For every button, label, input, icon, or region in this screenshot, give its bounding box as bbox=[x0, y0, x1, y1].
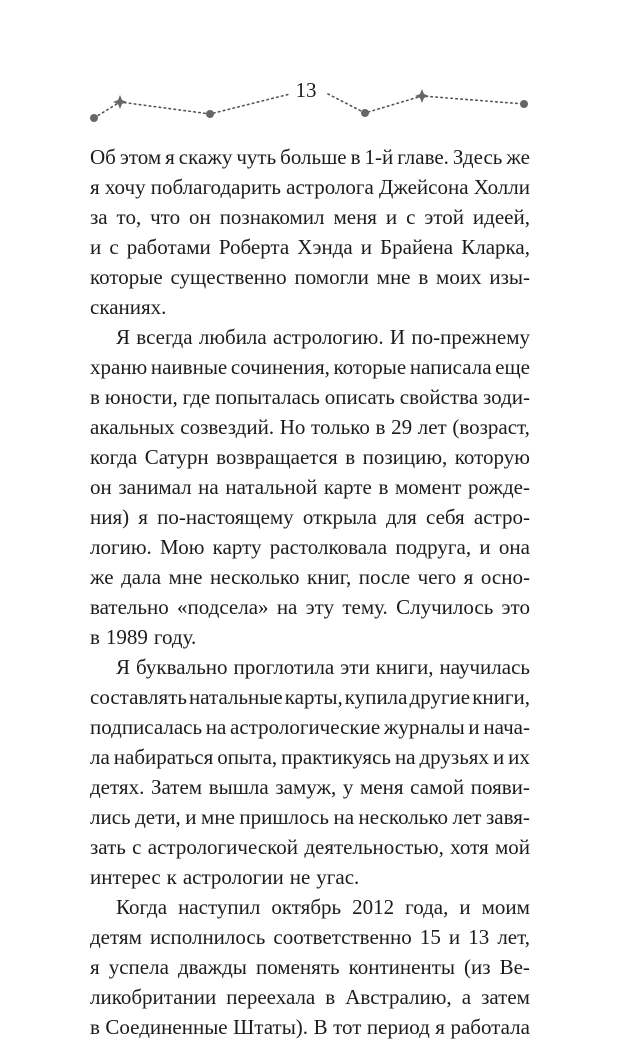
text-line: Я буквально проглотила эти книги, научилась bbox=[116, 655, 530, 679]
star-icon bbox=[113, 89, 429, 109]
page-header bbox=[0, 70, 632, 130]
text-line: интерес к астрологии не угас. bbox=[90, 865, 360, 889]
text-line: я успела дважды поменять континенты (из Ве- bbox=[90, 955, 530, 979]
star-dot bbox=[361, 109, 369, 117]
text-line: в 1989 году. bbox=[90, 625, 197, 649]
body-text bbox=[90, 142, 530, 1042]
text-line: он занимал на натальной карте в момент рожде- bbox=[90, 475, 530, 499]
paragraph bbox=[90, 892, 530, 1042]
text-line: за то, что он познакомил меня и с этой идеей, bbox=[90, 205, 530, 229]
star-dot bbox=[520, 100, 528, 108]
text-line: я хочу поблагодарить астролога Джейсона Холли bbox=[90, 175, 530, 199]
paragraph bbox=[90, 652, 530, 892]
text-line: храню наивные сочинения, которые написала еще bbox=[90, 355, 530, 379]
text-line: Я всегда любила астрологию. И по-прежнему bbox=[116, 325, 530, 349]
text-line: когда Сатурн возвращается в позицию, которую bbox=[90, 445, 530, 469]
text-line: логию. Мою карту растолковала подруга, и она bbox=[90, 535, 530, 559]
text-line: ликобритании переехала в Австралию, а затем bbox=[90, 985, 530, 1009]
text-line: в Соединенные Штаты). В тот период я работала bbox=[90, 1015, 530, 1039]
text-line: которые существенно помогли мне в моих изы- bbox=[90, 265, 530, 289]
text-line: же дала мне несколько книг, после чего я осно- bbox=[90, 565, 530, 589]
text-line: в юности, где попыталась описать свойства зоди- bbox=[90, 385, 530, 409]
text-line: акальных созвездий. Но только в 29 лет (возраст, bbox=[90, 415, 530, 439]
text-line: Когда наступил октябрь 2012 года, и моим bbox=[116, 895, 530, 919]
text-line: сканиях. bbox=[90, 295, 167, 319]
paragraph bbox=[90, 142, 530, 322]
page-number: 13 bbox=[295, 78, 317, 102]
text-line: ния) я по-настоящему открыла для себя астро- bbox=[90, 505, 530, 529]
text-line: детях. Затем вышла замуж, у меня самой появи- bbox=[90, 775, 530, 799]
text-line: зать с астрологической деятельностью, хотя мой bbox=[90, 835, 530, 859]
text-line: составлять натальные карты, купила другие книги, bbox=[90, 685, 530, 709]
text-line: Об этом я скажу чуть больше в 1-й главе. Здесь же bbox=[90, 145, 530, 169]
star-dot bbox=[206, 110, 214, 118]
star-dot bbox=[90, 114, 98, 122]
text-line: лись дети, и мне пришлось на несколько лет завя- bbox=[90, 805, 530, 829]
text-line: подписалась на астрологические журналы и нача- bbox=[90, 715, 530, 739]
text-line: вательно «подсела» на эту тему. Случилось это bbox=[90, 595, 530, 619]
text-line: детям исполнилось соответственно 15 и 13 лет, bbox=[90, 925, 530, 949]
text-line: и с работами Роберта Хэнда и Брайена Кларка, bbox=[90, 235, 530, 259]
text-line: ла набираться опыта, практикуясь на друзьях и их bbox=[90, 745, 530, 769]
paragraph bbox=[90, 322, 530, 652]
